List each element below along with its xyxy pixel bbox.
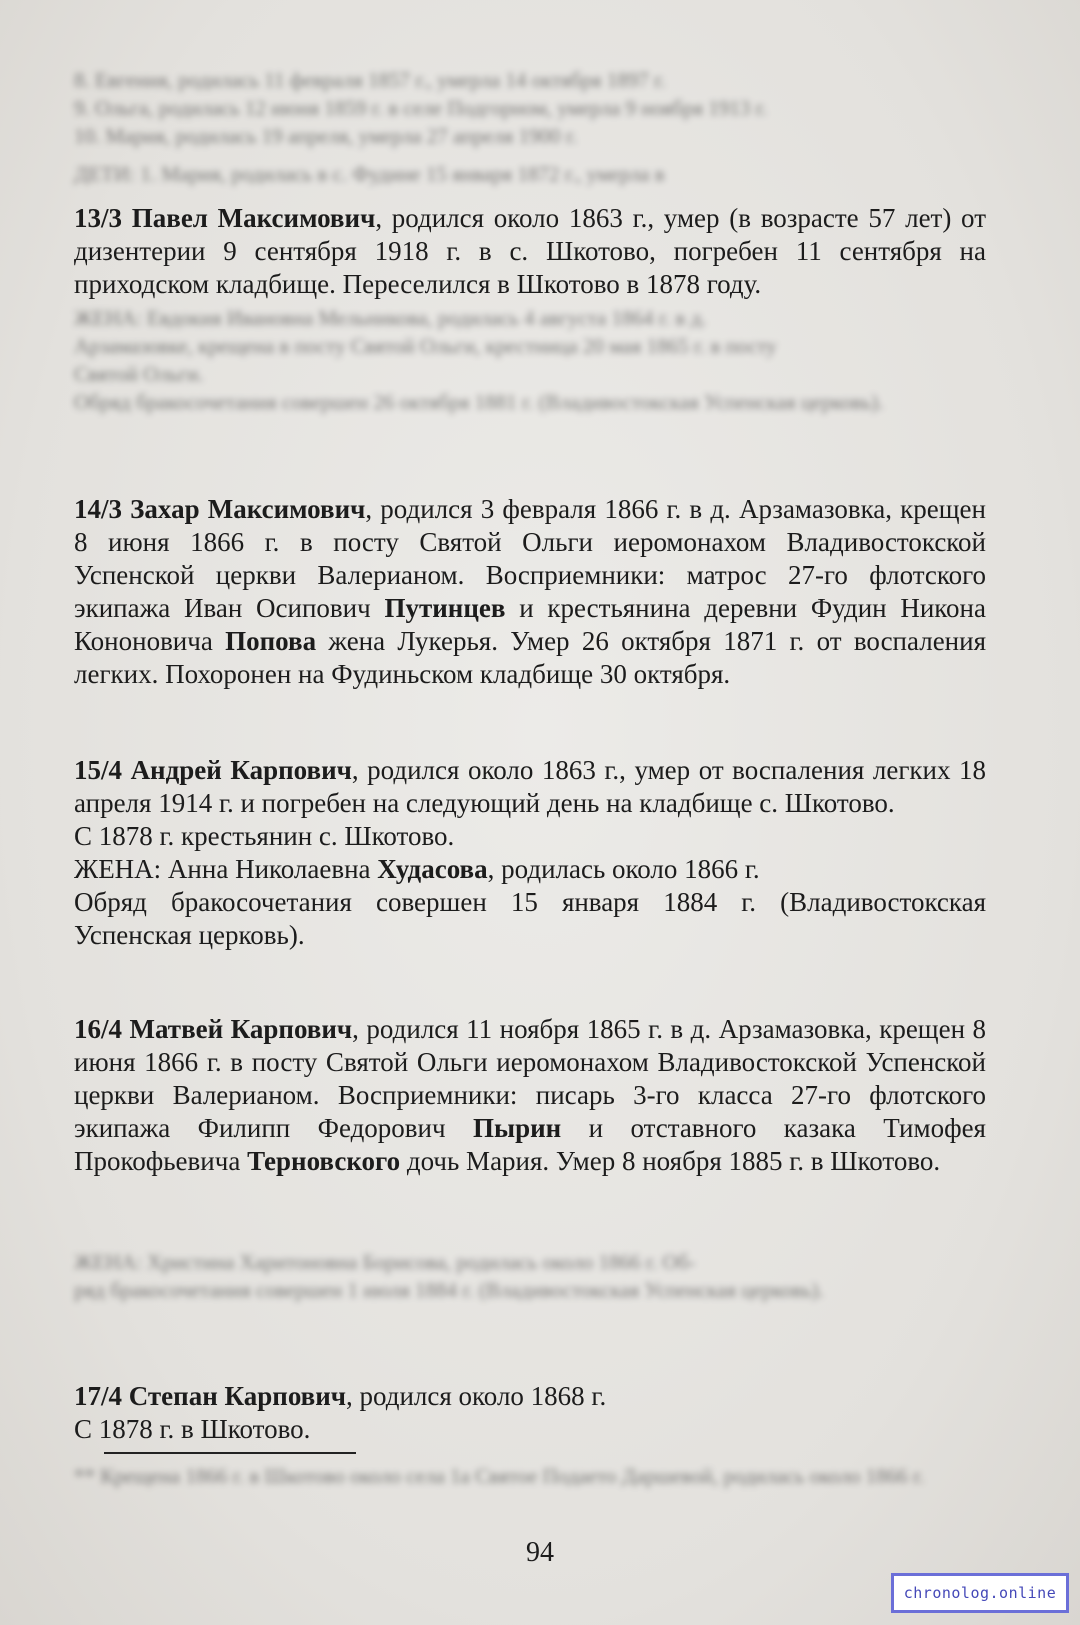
entry-14-3	[74, 493, 986, 691]
entry-text: С 1878 г. в Шкотово.	[74, 1414, 311, 1444]
person-name: Матвей Карпович	[129, 1014, 353, 1044]
entry-number: 17/4	[74, 1381, 123, 1411]
person-name: Андрей Карпович	[130, 755, 352, 785]
blurred-block-2: ЖЕНА: Христина Харитоновна Борисова, родилась около 1866 г. Об- ряд бракосочетания совершен 1 июля 1884 г. (Владивостокская Успенская церковь).	[74, 1250, 824, 1302]
entry-text: дочь Мария. Умер 8 ноября 1885 г. в Шкотово.	[400, 1146, 941, 1176]
godparent-surname: Терновского	[247, 1146, 401, 1176]
godparent-surname: Попова	[225, 626, 317, 656]
entry-text: , родился около 1863 г., умер (в возрасте 57 лет) от дизентерии 9 сентября 1918 г. в с. Шкотово, погребен 11 сентября на приходском кладбище. Переселился в Шкотово в 1878 году.	[74, 203, 987, 299]
entry-text: С 1878 г. крестьянин с. Шкотово.	[74, 821, 455, 851]
entry-16-4	[74, 1013, 986, 1178]
entry-text: , родился 3 февраля 1866 г. в д. Арзамазовка, крещен 8 июня 1866 г. в посту Святой Ольги иеромонахом Владивостокской Успенской церкви Валерианом. Восприемники: матрос 27-го флотского экипажа Иван Осипович	[74, 494, 986, 623]
entry-13-3	[74, 202, 986, 301]
entry-text: , родился 11 ноября 1865 г. в д. Арзамазовка, крещен 8 июня 1866 г. в посту Святой Ольги иеромонахом Владивостокской Успенской церкви Валерианом. Восприемники: писарь 3-го класса 27-го флотского экипажа Филипп Федорович	[74, 1014, 987, 1143]
entry-number: 15/4	[74, 755, 123, 785]
entry-17-4	[74, 1380, 986, 1446]
footnote-divider	[104, 1452, 356, 1454]
entry-number: 16/4	[74, 1014, 123, 1044]
entry-number: 14/3	[74, 494, 123, 524]
page-number: 94	[526, 1537, 554, 1568]
entry-text: , родился около 1868 г.	[346, 1381, 607, 1411]
entry-number: 13/3	[74, 203, 123, 233]
person-name: Захар Максимович	[130, 494, 366, 524]
blurred-footnote: ** Крещена 1866 г. в Шкотово около села 1а Святое Подаето Даршевой, родилась около 1866 г.	[74, 1464, 925, 1488]
entry-text: жена Лукерья. Умер 26 октября 1871 г. от воспаления легких. Похоронен на Фудиньском кладбище 30 октября.	[74, 626, 986, 689]
blurred-header-text: 8. Евгения, родилась 11 февраля 1857 г., умерла 14 октября 1897 г. 9. Ольга, родилась 12 июня 1859 г. в селе Подгорном, умерла 9 ноября 1913 г. 10. Мария, родилась 19 апреля, умерла 27 апреля 1900 г. ДЕТИ: 1. Мария, родилась в с. Фудине 15 января 1872 г., умерла в	[74, 68, 768, 186]
person-name: Степан Карпович	[128, 1381, 347, 1411]
entry-text: и отставного казака Тимофея Прокофьевича	[74, 1113, 986, 1176]
entry-text: и крестьянина деревни Фудин Никона Кононовича	[74, 593, 986, 656]
godparent-surname: Путинцев	[384, 593, 506, 623]
watermark-badge[interactable]: chronolog.online	[891, 1573, 1069, 1613]
entry-text: , родилась около 1866 г.	[487, 854, 760, 884]
godparent-surname: Пырин	[472, 1113, 562, 1143]
spouse-label: ЖЕНА: Анна Николаевна	[74, 854, 378, 884]
blurred-block-1: ЖЕНА: Евдокия Ивановна Мельникова, родилась 4 августа 1864 г. в д. Арзамазовке, крещена в посту Святой Ольги, крестница 20 мая 1865 г. в посту Святой Ольги. Обряд бракосочетания совершен 26 октября 1881 г. (Владивостокская Успенская церковь).	[74, 306, 884, 414]
entry-text: , родился около 1863 г., умер от воспаления легких 18 апреля 1914 г. и погребен на следующий день на кладбище с. Шкотово.	[74, 755, 987, 818]
person-name: Павел Максимович	[131, 203, 376, 233]
entry-text: Обряд бракосочетания совершен 15 января 1884 г. (Владивостокская Успенская церковь).	[74, 887, 986, 950]
entry-15-4	[74, 754, 986, 952]
spouse-surname: Худасова	[377, 854, 488, 884]
